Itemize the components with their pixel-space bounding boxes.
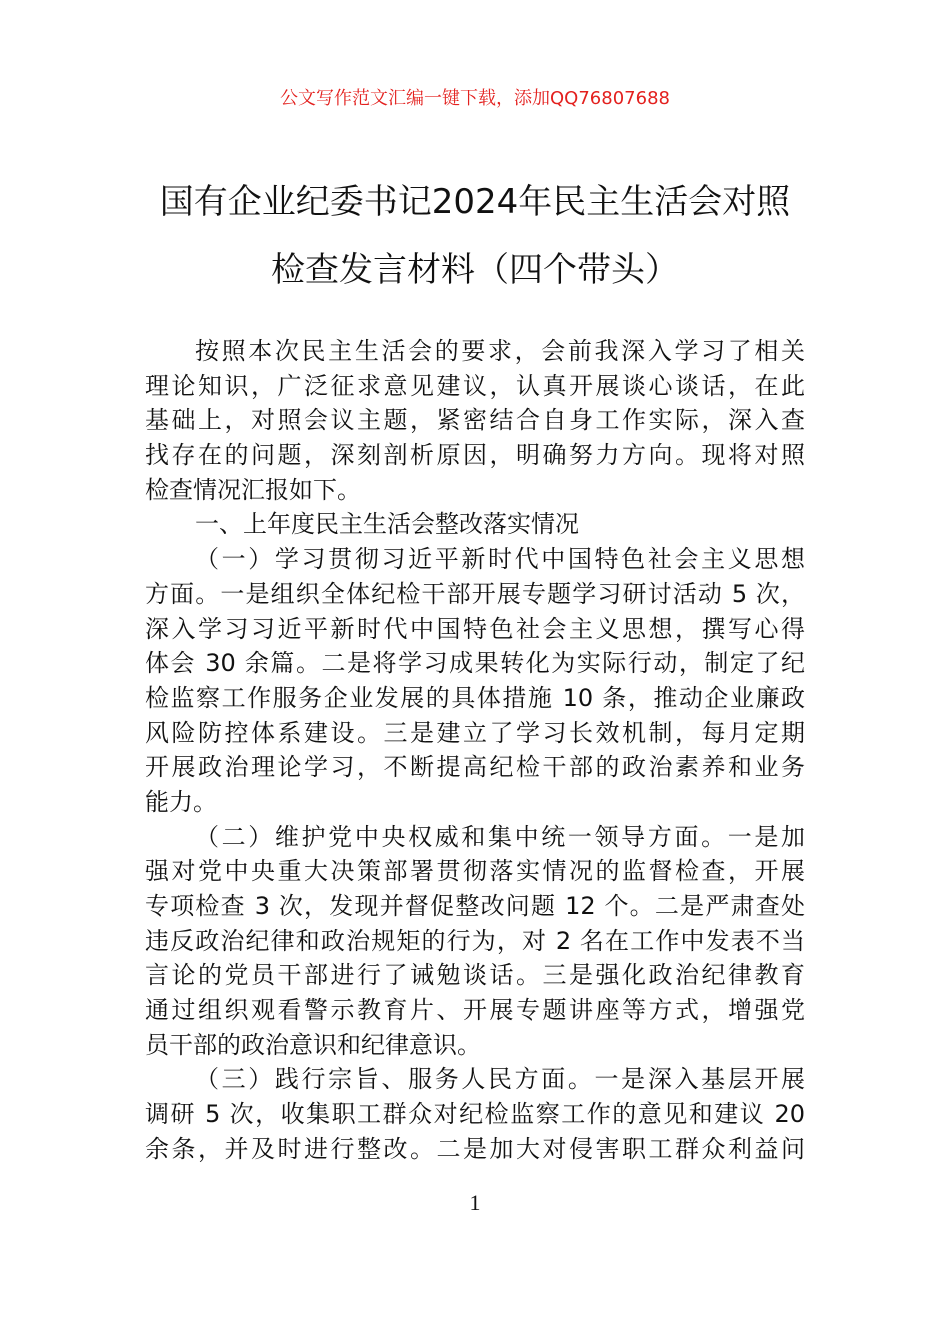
paragraph-line: 违反政治纪律和政治规矩的行为，对 2 名在工作中发表不当: [145, 926, 805, 955]
paragraph-line: 风险防控体系建设。三是建立了学习长效机制，每月定期: [145, 718, 805, 747]
document-title-line-1: 国有企业纪委书记2024年民主生活会对照: [159, 182, 791, 222]
paragraph-line: 体会 30 余篇。二是将学习成果转化为实际行动，制定了纪: [145, 649, 805, 678]
paragraph-line: 员干部的政治意识和纪律意识。: [145, 1030, 481, 1059]
paragraph-line: 方面。一是组织全体纪检干部开展专题学习研讨活动 5 次，: [145, 579, 805, 608]
paragraph-line: 找存在的问题，深刻剖析原因，明确努力方向。现将对照: [145, 441, 805, 470]
paragraph-line: 专项检查 3 次，发现并督促整改问题 12 个。二是严肃查处: [145, 892, 805, 920]
paragraph-line: （一）学习贯彻习近平新时代中国特色社会主义思想: [195, 545, 805, 574]
paragraph-line: 言论的党员干部进行了诫勉谈话。三是强化政治纪律教育: [145, 961, 805, 990]
paragraph-line: 检监察工作服务企业发展的具体措施 10 条，推动企业廉政: [145, 683, 805, 712]
document-body: [145, 334, 805, 1167]
paragraph-line: 通过组织观看警示教育片、开展专题讲座等方式，增强党: [145, 996, 805, 1025]
page-number: 1: [469, 1190, 481, 1215]
paragraph-line: 按照本次民主生活会的要求，会前我深入学习了相关: [195, 337, 805, 365]
paragraph-line: 余条，并及时进行整改。二是加大对侵害职工群众利益问: [145, 1134, 805, 1163]
paragraph-line: （三）践行宗旨、服务人民方面。一是深入基层开展: [195, 1065, 805, 1094]
paragraph-line: 深入学习习近平新时代中国特色社会主义思想，撰写心得: [145, 614, 805, 643]
document-title-line-2: 检查发言材料（四个带头）: [271, 250, 679, 290]
paragraph-line: 检查情况汇报如下。: [145, 475, 361, 504]
paragraph-line: （二）维护党中央权威和集中统一领导方面。一是加: [195, 822, 805, 851]
paragraph-line: 基础上，对照会议主题，紧密结合自身工作实际，深入查: [145, 406, 805, 435]
paragraph-line: 理论知识，广泛征求意见建议，认真开展谈心谈话，在此: [145, 371, 805, 400]
download-banner-link[interactable]: 公文写作范文汇编一键下载，添加QQ76807688: [280, 88, 670, 109]
paragraph-line: 强对党中央重大决策部署贯彻落实情况的监督检查，开展: [145, 857, 805, 886]
paragraph-line: 开展政治理论学习，不断提高纪检干部的政治素养和业务: [145, 753, 805, 782]
paragraph-line: 一、上年度民主生活会整改落实情况: [195, 510, 579, 539]
paragraph-line: 调研 5 次，收集职工群众对纪检监察工作的意见和建议 20: [145, 1100, 805, 1129]
paragraph-line: 能力。: [145, 787, 217, 816]
